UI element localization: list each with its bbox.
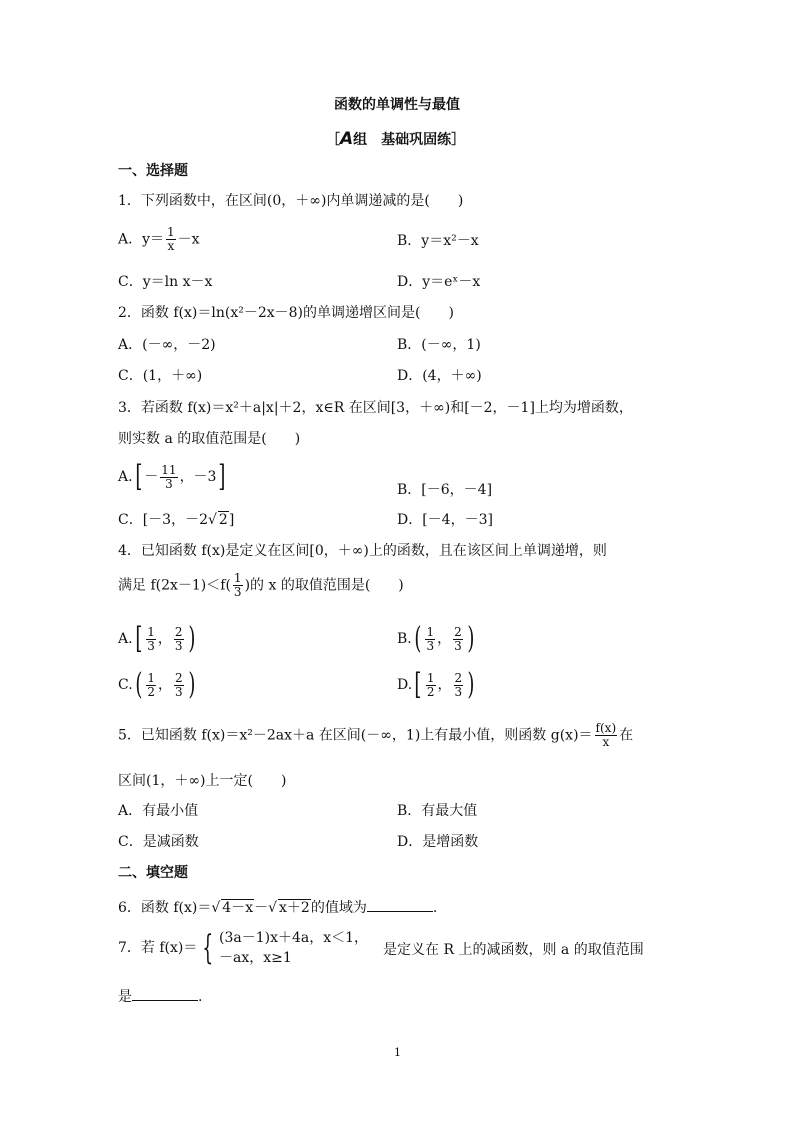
answer-blank[interactable] (132, 986, 198, 1001)
question-6: 6．函数 f(x)＝√ 4－x－√ x＋2的值域为 . (118, 897, 437, 917)
q4-option-d: D.[ $\frac{1}{2}$ ， $\frac{2}{3}$ ) (397, 667, 475, 702)
question-5-stem-line1: 5．已知函数 f(x)＝x²－2ax＋a 在区间(－∞，1)上有最小值，则函数 g(x)＝ $\frac{f(x)}{x}$ 在 (118, 721, 634, 749)
answer-blank[interactable] (367, 897, 433, 912)
q1-option-d: D．y＝eˣ－x (397, 274, 481, 290)
q2-option-a: A．(－∞，－2) (118, 337, 216, 353)
q5-option-a: A．有最小值 (118, 803, 199, 819)
question-4-stem-line1: 4．已知函数 f(x)是定义在区间[0，＋∞)上的函数，且在该区间上单调递增，则 (118, 543, 607, 559)
q4-option-c: C.( $\frac{1}{2}$ ， $\frac{2}{3}$ ) (118, 667, 196, 702)
q1-option-b: B．y＝x²－x (397, 233, 479, 249)
question-7-line1: 7．若 f(x)＝ { (3a－1)x＋4a，x＜1， －ax，x≥1 (118, 928, 369, 968)
q3-option-b: B．[－6，－4] (397, 482, 493, 498)
q5-option-b: B．有最大值 (397, 803, 478, 819)
q5-option-d: D．是增函数 (397, 834, 479, 850)
page-number: 1 (394, 1046, 401, 1059)
q3-option-a: A.[ － $\frac{11}{3}$ ，－3] (118, 459, 226, 494)
question-3-stem-line2: 则实数 a 的取值范围是( ) (118, 431, 301, 447)
question-3-stem-line1: 3．若函数 f(x)＝x²＋a|x|＋2，x∈R 在区间[3，＋∞)和[－2，－1]上均为增函数， (118, 400, 633, 416)
question-7-line2: 是 . (118, 986, 202, 1006)
q2-option-d: D．(4，＋∞) (397, 368, 482, 384)
question-1-stem: 1．下列函数中，在区间(0，＋∞)内单调递减的是( ) (118, 193, 464, 209)
q4-option-b: B.( $\frac{1}{3}$ ， $\frac{2}{3}$ ) (397, 621, 475, 656)
q1-option-a: A．y＝ $\frac{1}{x}$ －x (118, 225, 200, 253)
section-heading-fill: 二、填空题 (118, 865, 188, 881)
q2-option-b: B．(－∞，1) (397, 337, 481, 353)
q1-option-c: C．y＝ln x－x (118, 274, 213, 290)
q4-option-a: A.[ $\frac{1}{3}$ ， $\frac{2}{3}$ ) (118, 621, 195, 656)
q2-option-c: C．(1，＋∞) (118, 368, 203, 384)
section-heading-choice: 一、选择题 (118, 163, 188, 179)
page-title: 函数的单调性与最值 (334, 97, 460, 113)
question-2-stem: 2．函数 f(x)＝ln(x²－2x－8)的单调递增区间是( ) (118, 305, 454, 321)
question-4-stem-line2: 满足 f(2x－1)＜f( $\frac{1}{3}$ )的 x 的取值范围是( ) (118, 571, 404, 599)
question-7-stem-right: 是定义在 R 上的减函数，则 a 的取值范围 (383, 942, 644, 958)
group-heading: ［A组 基础巩固练］ (326, 129, 466, 149)
q3-option-c: C．[－3，－2√ 2] (118, 512, 235, 528)
question-5-stem-line2: 区间(1，＋∞)上一定( ) (118, 773, 287, 789)
q3-option-d: D．[－4，－3] (397, 512, 493, 528)
q5-option-c: C．是减函数 (118, 834, 199, 850)
